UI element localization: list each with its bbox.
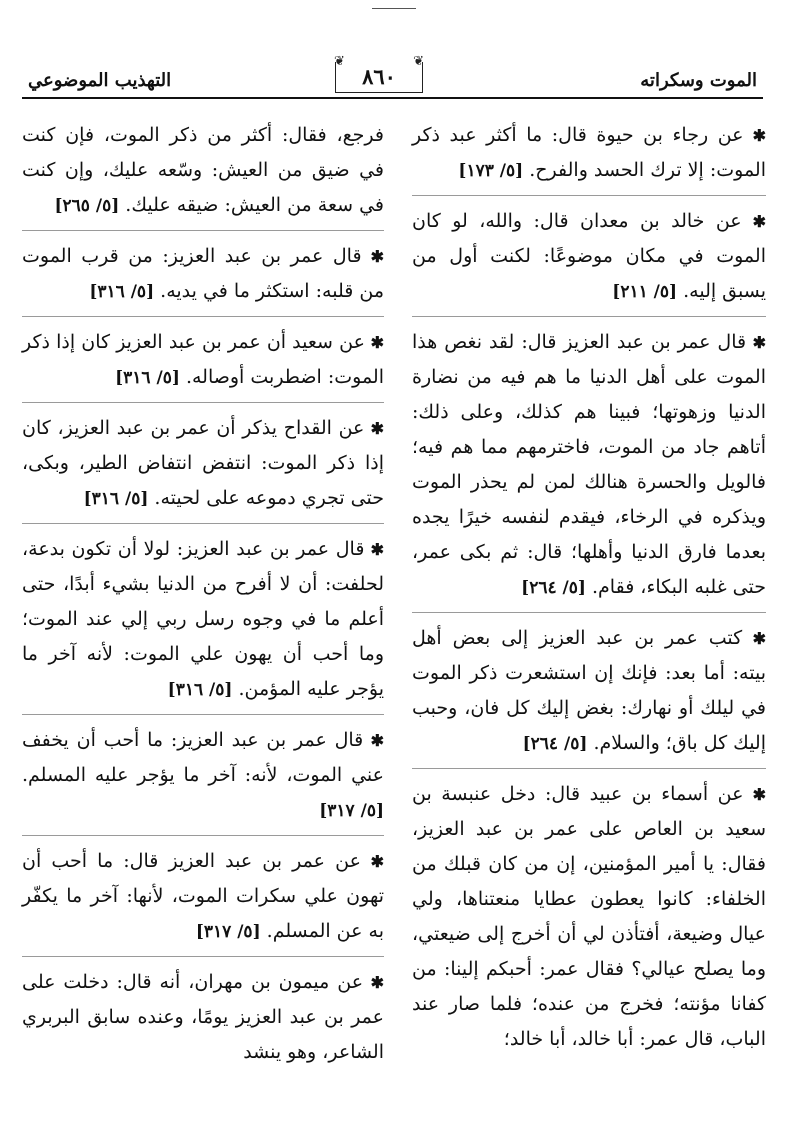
entry-reference: [٥/ ٢٦٤] — [521, 578, 586, 598]
page-number-frame — [334, 54, 424, 93]
entry — [412, 325, 766, 613]
entry — [22, 723, 384, 836]
entry-reference: [٥/ ٣١٦] — [89, 282, 155, 302]
bullet-icon: ✱ — [363, 731, 384, 750]
entry-text: عن عمر بن عبد العزيز قال: ما أحب أن تهون علي سكرات الموت، لأنها: آخر ما يكفّر به عن المسلم. — [22, 850, 384, 942]
entry-reference: [٥/ ٣١٧] — [319, 801, 384, 821]
left-column — [22, 118, 384, 1084]
bullet-icon: ✱ — [361, 247, 384, 266]
entry-reference: [٥/ ٣١٦] — [83, 489, 149, 509]
entry — [22, 965, 384, 1076]
page-number: ٨٦٠ — [362, 64, 396, 89]
entry-reference: [٥/ ٢١١] — [612, 282, 678, 302]
entry-reference: [٥/ ٢٦٥] — [54, 196, 120, 216]
bullet-icon: ✱ — [743, 126, 766, 145]
bullet-icon: ✱ — [364, 540, 384, 559]
entry-text: عن القداح يذكر أن عمر بن عبد العزيز، كان إذا ذكر الموت: انتفض انتفاض الطير، وبكى، حتى تجري دموعه على لحيته. — [22, 417, 384, 509]
header-rule — [22, 97, 763, 99]
entry-reference: [٥/ ٣١٦] — [167, 680, 233, 700]
entry — [412, 777, 766, 1063]
entry-text: قال عمر بن عبد العزيز: لولا أن تكون بدعة، لحلفت: أن لا أفرح من الدنيا بشيء أبدًا، حتى أعلم ما في وجوه رسل ربي إلي عند الموت؛ وما أحب أن يهون علي الموت: لأنه آخر ما يؤجر عليه المؤمن. — [22, 538, 384, 700]
entry-text: كتب عمر بن عبد العزيز إلى بعض أهل بيته: أما بعد: فإنك إن استشعرت ذكر الموت في ليلك أو نهارك: بغض إليك كل فان، وحبب إليك كل باق؛ والسلام. — [412, 627, 766, 754]
entry-text: عن رجاء بن حيوة قال: ما أكثر عبد ذكر الموت: إلا ترك الحسد والفرح. — [412, 124, 766, 181]
bullet-icon: ✱ — [742, 629, 766, 648]
entry — [412, 118, 766, 196]
ornament-icon: ❦ — [413, 54, 424, 69]
bullet-icon: ✱ — [741, 212, 766, 231]
entry — [412, 204, 766, 317]
entry-text: عن أسماء بن عبيد قال: دخل عنبسة بن سعيد بن العاص على عمر بن عبد العزيز، فقال: يا أمير المؤمنين، إن من كان قبلك من الخلفاء: كانوا يعطون عطايا منعتناها، ولي عيال وضيعة، أفتأذن لي أن أخرج إلى ضيعتي، وما يصلح عيالي؟ فقال عمر: أحبكم إلينا: من كفانا مؤنته؛ فخرج من عنده؛ فلما صار عند الباب، قال عمر: أبا خالد، أبا خالد؛ — [412, 783, 766, 1050]
entry-reference: [٥/ ٣١٧] — [195, 922, 261, 942]
right-column — [412, 118, 766, 1071]
bullet-icon: ✱ — [746, 333, 766, 352]
entry — [22, 239, 384, 317]
entry — [22, 532, 384, 715]
entry-text: قال عمر بن عبد العزيز: ما أحب أن يخفف عني الموت، لأنه: آخر ما يؤجر عليه المسلم. — [22, 729, 384, 786]
bullet-icon: ✱ — [363, 973, 384, 992]
entry-reference: [٥/ ٣١٦] — [115, 368, 180, 388]
entry-reference: [٥/ ٢٦٤] — [522, 734, 588, 754]
entry — [22, 411, 384, 524]
entry-text: عن خالد بن معدان قال: والله، لو كان الموت في مكان موضوعًا: لكنت أول من يسبق إليه. — [412, 210, 766, 302]
entry — [22, 325, 384, 403]
bullet-icon: ✱ — [364, 333, 384, 352]
entry-reference: [٥/ ١٧٣] — [458, 161, 524, 181]
book-title: التهذيب الموضوعي — [28, 70, 172, 91]
bullet-icon: ✱ — [360, 852, 384, 871]
entry — [412, 621, 766, 769]
bullet-icon: ✱ — [743, 785, 766, 804]
page-header — [22, 54, 763, 98]
top-decorative-rule — [372, 8, 416, 9]
entry — [22, 844, 384, 957]
entry-text: فرجع، فقال: أكثر من ذكر الموت، فإن كنت في ضيق من العيش: وسّعه عليك، وإن كنت في سعة من العيش: ضيقه عليك. — [22, 124, 384, 216]
section-title: الموت وسكراته — [640, 70, 757, 91]
ornament-icon: ❦ — [334, 54, 345, 69]
entry — [22, 118, 384, 231]
entry-text: عن ميمون بن مهران، أنه قال: دخلت على عمر بن عبد العزيز يومًا، وعنده سابق البربري الشاعر، وهو ينشد — [22, 971, 384, 1063]
bullet-icon: ✱ — [364, 419, 384, 438]
entry-text: قال عمر بن عبد العزيز: من قرب الموت من قلبه: استكثر ما في يديه. — [22, 245, 384, 302]
entry-text: قال عمر بن عبد العزيز قال: لقد نغص هذا الموت على أهل الدنيا ما هم فيه من نضارة الدنيا وزهوتها؛ فبينا هم كذلك، وعلى ذلك: أتاهم جاد من الموت، فاخترمهم مما هم فيه؛ فالويل والحسرة هنالك لمن لم يحذر الموت ويذكره في الرخاء، فيقدم لنفسه خيرًا يجده بعدما فارق الدنيا وأهلها؛ قال: ثم بكى عمر، حتى غلبه البكاء، فقام. — [412, 331, 766, 598]
entry-text: عن سعيد أن عمر بن عبد العزيز كان إذا ذكر الموت: اضطربت أوصاله. — [22, 331, 384, 388]
